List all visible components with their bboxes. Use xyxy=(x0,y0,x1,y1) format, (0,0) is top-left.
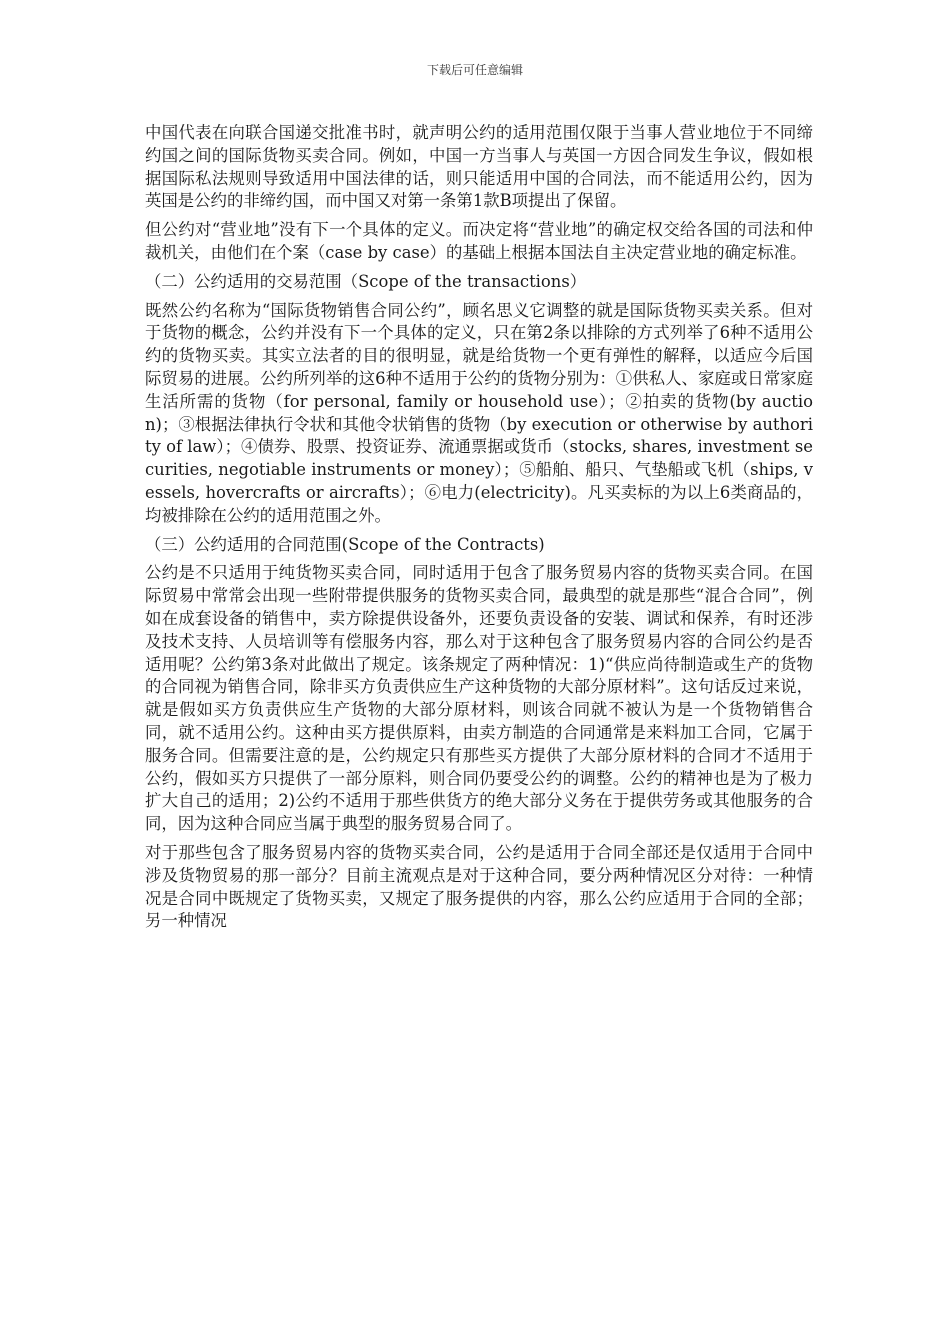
paragraph-goods-scope: 既然公约名称为“国际货物销售合同公约”，顾名思义它调整的就是国际货物买卖关系。但对于货物的概念，公约并没有下一个具体的定义，只在第2条以排除的方式列举了6种不适用公约的货物买卖。其实立法者的目的很明显，就是给货物一个更有弹性的解释，以适应今后国际贸易的进展。公约所列举的这6种不适用于公约的货物分别为：①供私人、家庭或日常家庭生活所需的货物（for personal, family or household use）；②拍卖的货物(by auction)；③根据法律执行令状和其他令状销售的货物（by execution or otherwise by authority of law）；④债券、股票、投资证券、流通票据或货币（stocks, shares, investment securities, negotiable instruments or money）；⑤船舶、船只、气垫船或飞机（ships, vessels, hovercrafts or aircrafts）；⑥电力(electricity)。凡买卖标的为以上6类商品的，均被排除在公约的适用范围之外。 xyxy=(145,300,813,525)
paragraph-place-of-business: 但公约对“营业地”没有下一个具体的定义。而决定将“营业地”的确定权交给各国的司法和仲裁机关，由他们在个案（case by case）的基础上根据本国法自主决定营业地的确定标准。 xyxy=(145,220,813,262)
paragraph-service-contracts: 对于那些包含了服务贸易内容的货物买卖合同，公约是适用于合同全部还是仅适用于合同中涉及货物贸易的那一部分？目前主流观点是对于这种合同，要分两种情况区分对待：一种情况是合同中既规定了货物买卖，又规定了服务提供的内容，那么公约应适用于合同的全部；另一种情况 xyxy=(145,842,813,931)
paragraph-reservation: 中国代表在向联合国递交批准书时，就声明公约的适用范围仅限于当事人营业地位于不同缔约国之间的国际货物买卖合同。例如，中国一方当事人与英国一方因合同发生争议，假如根据国际私法规则导致适用中国法律的话，则只能适用中国的合同法，而不能适用公约，因为英国是公约的非缔约国，而中国又对第一条第1款B项提出了保留。 xyxy=(145,123,813,211)
page-header: 下载后可任意编辑 xyxy=(426,63,523,77)
section-heading-transactions: （二）公约适用的交易范围（Scope of the transactions） xyxy=(145,271,587,291)
paragraph-mixed-contracts: 公约是不只适用于纯货物买卖合同，同时适用于包含了服务贸易内容的货物买卖合同。在国际贸易中常常会出现一些附带提供服务的货物买卖合同，最典型的就是那些“混合合同”，例如在成套设备的销售中，卖方除提供设备外，还要负责设备的安装、调试和保养，有时还涉及技术支持、人员培训等有偿服务内容，那么对于这种包含了服务贸易内容的合同公约是否适用呢？公约第3条对此做出了规定。该条规定了两种情况：1)“供应尚待制造或生产的货物的合同视为销售合同，除非买方负责供应生产这种货物的大部分原材料”。这句话反过来说，就是假如买方负责供应生产货物的大部分原材料，则该合同就不被认为是一个货物销售合同，就不适用公约。这种由买方提供原料，由卖方制造的合同通常是来料加工合同，它属于服务合同。但需要注意的是，公约规定只有那些买方提供了大部分原材料的合同才不适用于公约，假如买方只提供了一部分原料，则合同仍要受公约的调整。公约的精神也是为了极力扩大自己的适用；2)公约不适用于那些供货方的绝大部分义务在于提供劳务或其他服务的合同，因为这种合同应当属于典型的服务贸易合同了。 xyxy=(145,563,813,834)
document-body xyxy=(145,122,813,939)
section-heading-contracts: （三）公约适用的合同范围(Scope of the Contracts) xyxy=(145,534,545,554)
